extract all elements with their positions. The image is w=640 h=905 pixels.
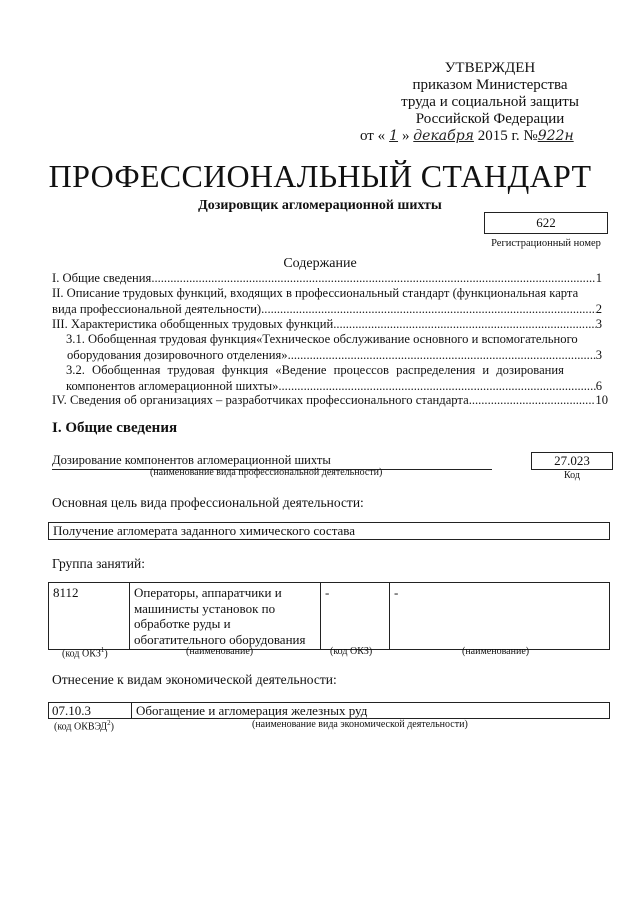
activity-code-box: 27.023	[531, 452, 613, 470]
toc-item-text: III. Характеристика обобщенных трудовых функций	[52, 317, 334, 331]
toc-item-2	[52, 286, 602, 317]
activity-caption: (наименование вида профессиональной деятельности)	[150, 467, 383, 478]
date-prefix: от «	[360, 128, 386, 144]
okz-code-cell: 8112	[49, 583, 130, 650]
document-subtitle: Дозировщик агломерационной шихты	[198, 198, 442, 213]
approval-line-3: Российской Федерации	[415, 111, 565, 127]
section-heading: I. Общие сведения	[52, 420, 178, 436]
okz-caption: (код ОКЗ$^1$)	[62, 646, 108, 660]
toc-item-3-2	[66, 363, 602, 394]
occupation-group-table	[48, 582, 610, 650]
toc-item-cont: вида профессиональной деятельности)	[52, 301, 262, 316]
toc-item-page: 3	[595, 317, 602, 331]
registration-number-box: 622	[484, 212, 608, 234]
toc-item-3	[52, 317, 602, 333]
okved-name: Обогащение и агломерация железных руд	[136, 703, 368, 718]
registration-label: Регистрационный номер	[491, 238, 601, 249]
activity-code-caption: Код	[564, 470, 580, 481]
toc-item-1	[52, 271, 602, 287]
approval-line-1: приказом Министерства	[412, 77, 568, 93]
okz-caption-2: (код ОКЗ)	[330, 646, 373, 657]
okved-code-caption: (код ОКВЭД$^2$)	[54, 719, 114, 733]
toc-item-text: 3.2. Обобщенная трудовая функция «Ведение процессов распределения и дозирования	[66, 363, 564, 377]
toc-item-text: I. Общие сведения	[52, 271, 152, 285]
approval-date-line	[360, 128, 620, 145]
activity-name: Дозирование компонентов агломерационной шихты	[52, 453, 492, 470]
toc-item-page: 6	[595, 378, 602, 393]
occupation-name-cell-2: -	[390, 583, 610, 650]
okved-name-caption: (наименование вида экономической деятельности)	[252, 719, 468, 730]
toc-item-text: II. Описание трудовых функций, входящих в профессиональный стандарт (функциональная карта	[52, 286, 579, 300]
group-label: Группа занятий:	[52, 556, 145, 571]
name-caption: (наименование)	[186, 646, 254, 657]
date-year: 2015 г. №	[477, 128, 538, 144]
toc-item-page: 1	[595, 271, 602, 285]
occupation-name-cell: Операторы, аппаратчики и машинисты установок по обработке руды и обогатительного оборудования	[130, 583, 321, 650]
document-title: ПРОФЕССИОНАЛЬНЫЙ СТАНДАРТ	[48, 158, 592, 194]
okz-code-cell-2: -	[321, 583, 390, 650]
date-month-handwritten: декабря	[413, 128, 474, 144]
date-day-handwritten: 1	[389, 128, 399, 144]
toc-item-text: IV. Сведения об организациях – разработчиках профессионального стандарта	[52, 393, 469, 407]
approval-line-2: труда и социальной защиты	[401, 94, 579, 110]
goal-box: Получение агломерата заданного химического состава	[48, 522, 610, 540]
toc-item-page: 10	[595, 393, 608, 407]
econ-label: Отнесение к видам экономической деятельности:	[52, 672, 337, 687]
toc-item-cont: компонентов агломерационной шихты»	[66, 378, 279, 393]
toc-item-page: 2	[595, 301, 602, 316]
table-row	[49, 583, 610, 650]
toc-item-3-1	[66, 332, 602, 363]
toc-item-page: 3	[595, 347, 602, 362]
goal-label: Основная цель вида профессиональной деятельности:	[52, 495, 364, 510]
date-mid: »	[402, 128, 410, 144]
name-caption-2: (наименование)	[462, 646, 530, 657]
approval-title: УТВЕРЖДЕН	[444, 60, 536, 76]
toc-item-4	[52, 393, 608, 409]
okved-code: 07.10.3	[49, 703, 132, 718]
toc-heading: Содержание	[283, 256, 357, 271]
toc-item-cont: оборудования дозировочного отделения»	[67, 347, 288, 362]
order-number-handwritten: 922н	[537, 128, 574, 144]
toc-item-text: 3.1. Обобщенная трудовая функция«Техническое обслуживание основного и вспомогательного	[66, 332, 578, 346]
okved-row	[48, 702, 610, 719]
